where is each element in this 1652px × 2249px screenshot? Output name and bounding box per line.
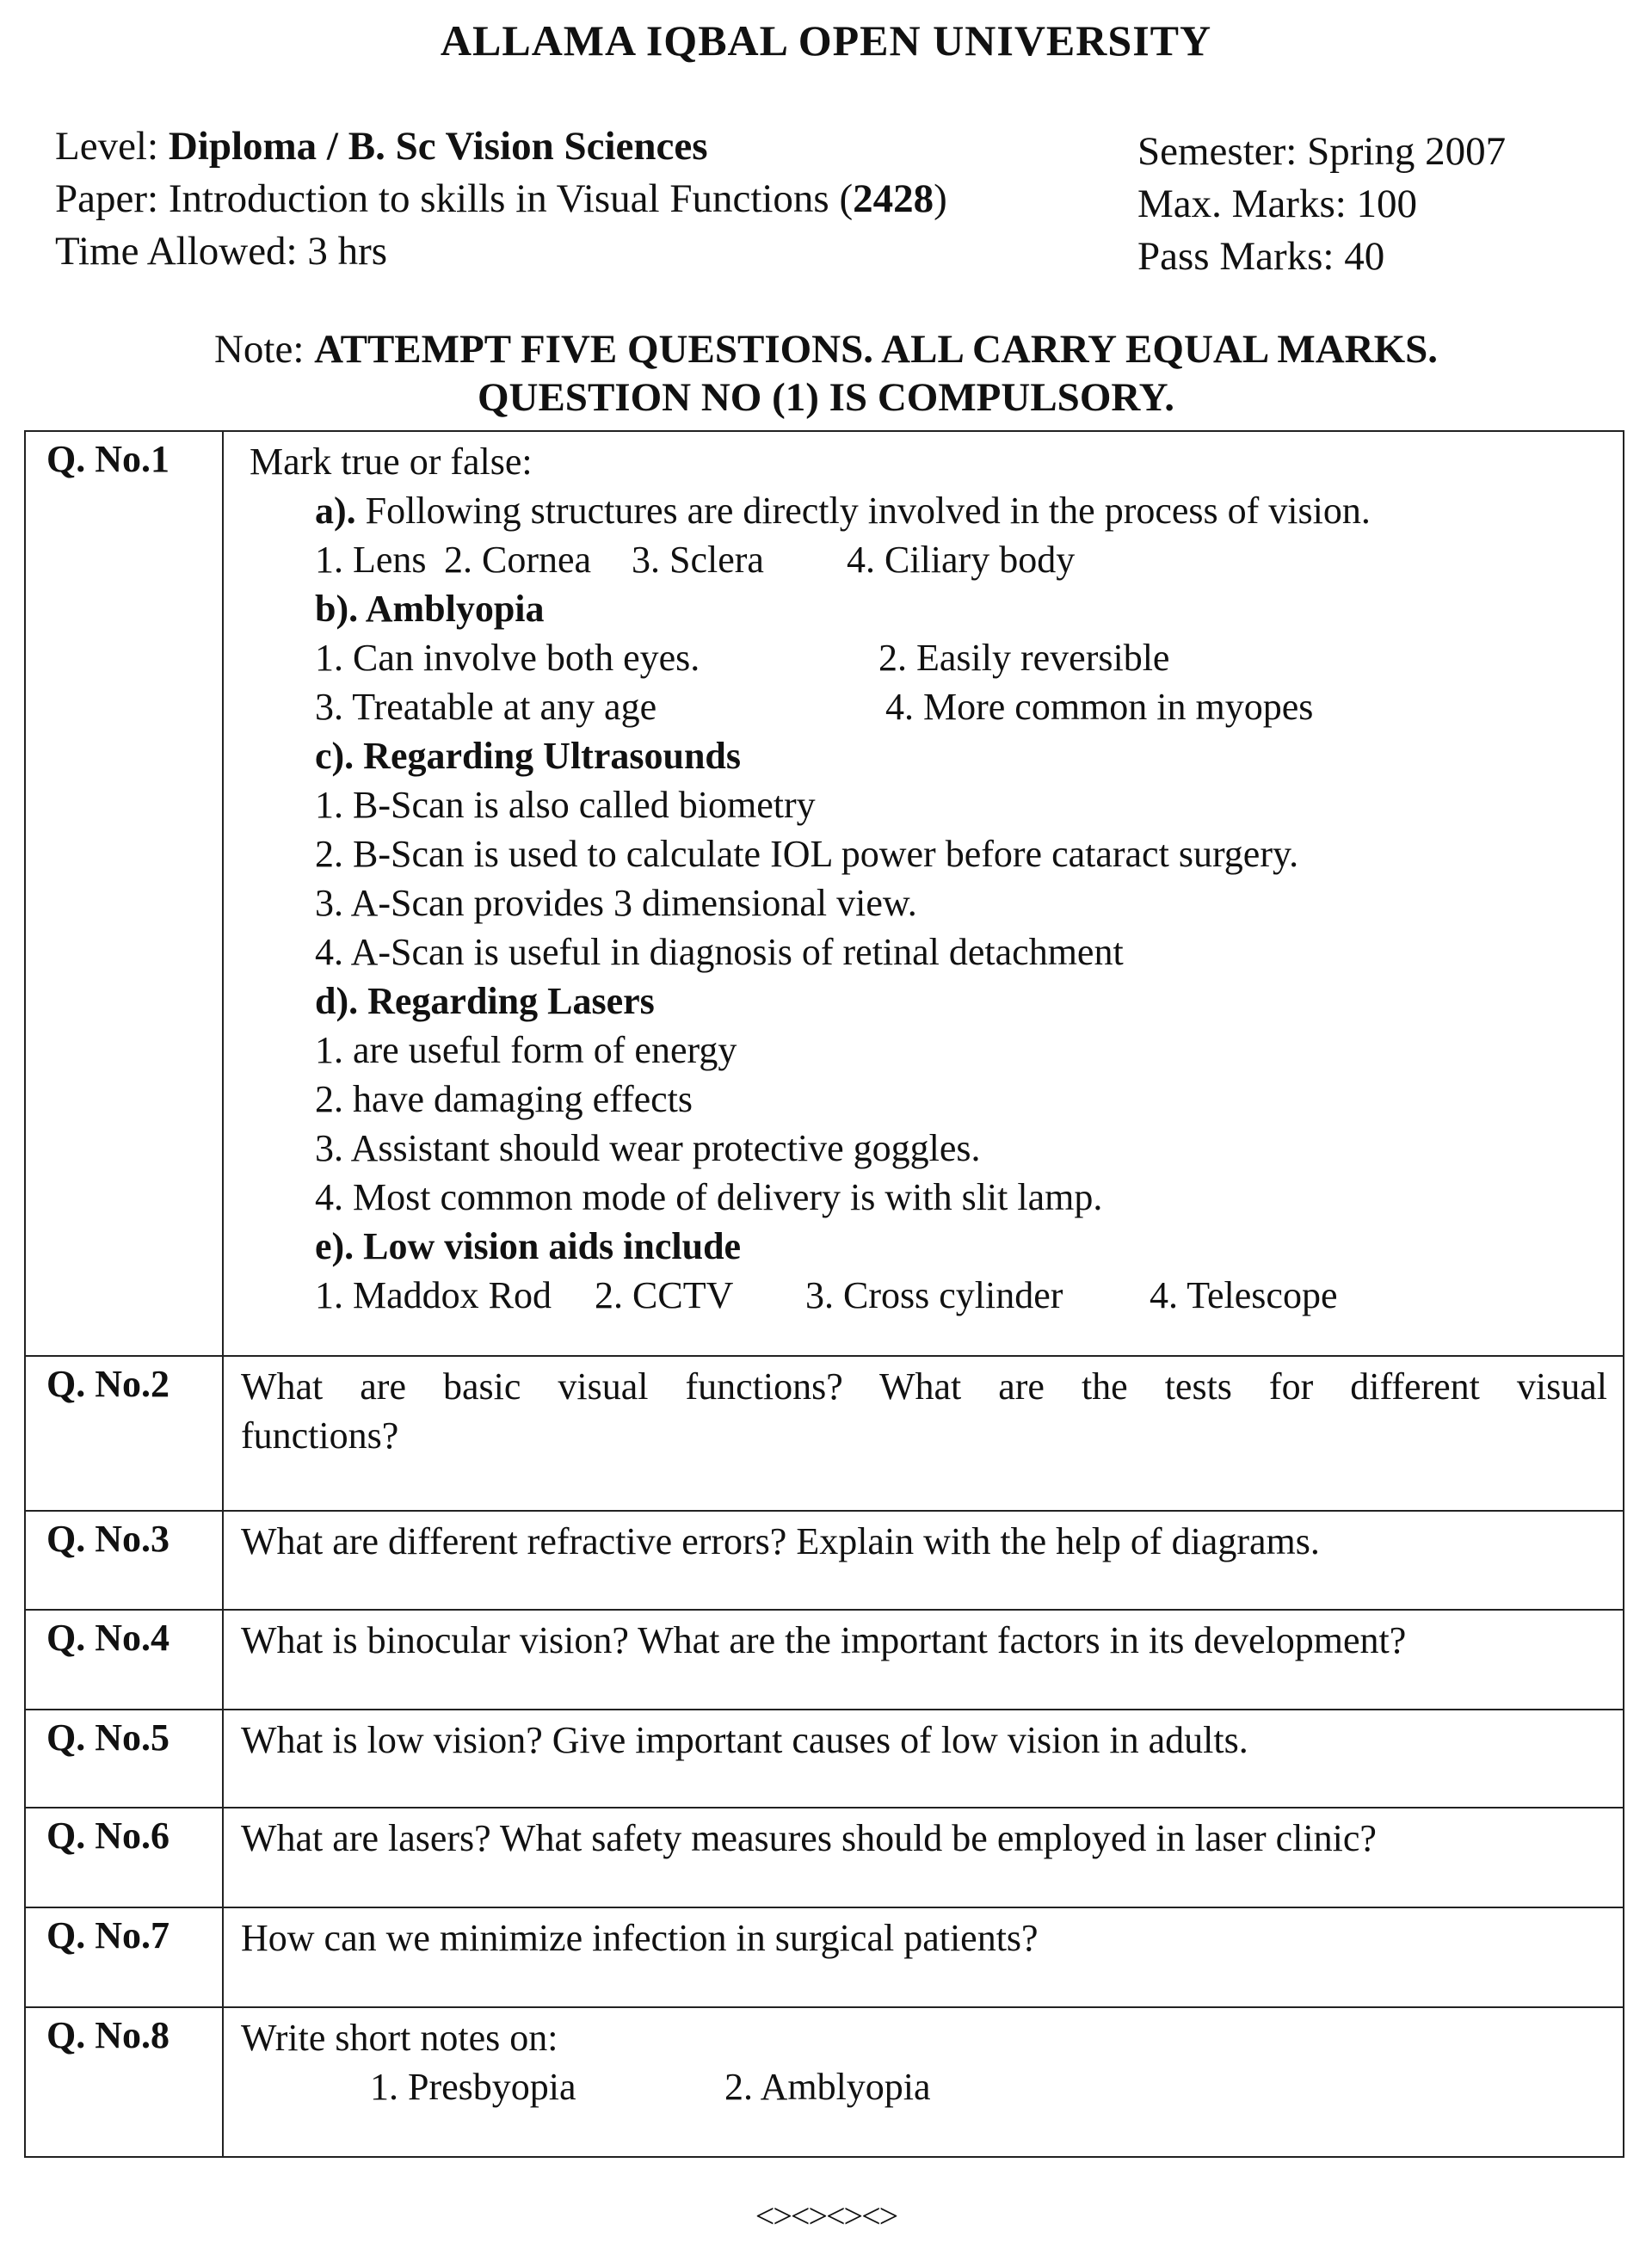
q7-text: How can we minimize infection in surgical patients?: [241, 1917, 1039, 1959]
paper-line: [55, 173, 947, 225]
instructions-note: [0, 325, 1652, 422]
note-label: Note:: [213, 327, 315, 372]
question-number: Q. No.1: [25, 431, 223, 1356]
question-number: Q. No.3: [25, 1511, 223, 1610]
question-row-7: [25, 1907, 1624, 2007]
q2-line-2: functions?: [241, 1414, 399, 1457]
question-row-3: [25, 1511, 1624, 1610]
option: 1. Can involve both eyes.: [315, 637, 700, 679]
question-content: [223, 1808, 1624, 1907]
q1-part-a: [250, 486, 1607, 535]
level-line: [55, 120, 947, 173]
q6-text: What are lasers? What safety measures should be employed in laser clinic?: [241, 1817, 1377, 1859]
question-number: Q. No.5: [25, 1710, 223, 1808]
question-number: Q. No.4: [25, 1610, 223, 1710]
question-content: [223, 1710, 1624, 1808]
option: 4. More common in myopes: [885, 686, 1314, 728]
q1-d-item: 2. have damaging effects: [315, 1078, 693, 1120]
exam-info: [1137, 126, 1506, 283]
question-row-5: [25, 1710, 1624, 1808]
q1-intro: Mark true or false:: [250, 441, 533, 483]
option: 2. Cornea: [444, 539, 592, 581]
question-number: Q. No.6: [25, 1808, 223, 1907]
q1-a-head: a).: [315, 490, 356, 532]
paper-info: [55, 120, 947, 278]
semester: Semester: Spring 2007: [1137, 129, 1507, 174]
question-number: Q. No.7: [25, 1907, 223, 2007]
level-label: Level:: [55, 124, 169, 169]
level-value: Diploma / B. Sc Vision Sciences: [168, 124, 708, 169]
question-content: [223, 431, 1624, 1356]
q2-line-1: What are basic visual functions? What are the tests for different visual: [241, 1365, 1607, 1408]
question-content: [223, 1356, 1624, 1511]
q1-b-head: b). Amblyopia: [315, 588, 545, 630]
option: 4. Telescope: [1150, 1274, 1338, 1316]
option: 3. Cross cylinder: [805, 1274, 1063, 1316]
question-row-2: [25, 1356, 1624, 1511]
q1-d-head: d). Regarding Lasers: [315, 980, 655, 1022]
question-row-8: [25, 2007, 1624, 2157]
q1-d-item: 1. are useful form of energy: [315, 1029, 737, 1071]
q1-c-item: 3. A-Scan provides 3 dimensional view.: [315, 882, 917, 924]
q1-e-head: e). Low vision aids include: [315, 1225, 742, 1267]
end-marker: <><><><>: [755, 2197, 897, 2235]
q1-e-options: [250, 1271, 1607, 1320]
paper-label: Paper: Introduction to skills in Visual Functions (: [55, 176, 854, 221]
q1-c-item: 2. B-Scan is used to calculate IOL power before cataract surgery.: [315, 833, 1299, 875]
q4-text: What is binocular vision? What are the important factors in its development?: [241, 1619, 1407, 1661]
option: 2. Easily reversible: [878, 637, 1170, 679]
question-number: Q. No.8: [25, 2007, 223, 2157]
option: 2. Amblyopia: [724, 2066, 931, 2108]
q1-a-options: [250, 535, 1607, 584]
q3-text: What are different refractive errors? Explain with the help of diagrams.: [241, 1520, 1320, 1562]
pass-marks: Pass Marks: 40: [1137, 234, 1385, 279]
note-text-2: QUESTION NO (1) IS COMPULSORY.: [477, 375, 1175, 420]
option: 1. Maddox Rod: [315, 1274, 552, 1316]
question-content: [223, 1511, 1624, 1610]
q1-b-options-row1: [250, 633, 1607, 682]
q1-c-head: c). Regarding Ultrasounds: [315, 735, 742, 777]
note-text-1: ATTEMPT FIVE QUESTIONS. ALL CARRY EQUAL MARKS.: [314, 327, 1439, 372]
question-row-4: [25, 1610, 1624, 1710]
option: 1. Lens: [315, 539, 427, 581]
q5-text: What is low vision? Give important causes of low vision in adults.: [241, 1719, 1248, 1761]
q8-options: [241, 2062, 1607, 2111]
q1-c-item: 4. A-Scan is useful in diagnosis of retinal detachment: [315, 931, 1124, 973]
q1-a-text: Following structures are directly involved in the process of vision.: [355, 490, 1371, 532]
max-marks: Max. Marks: 100: [1137, 182, 1418, 226]
q8-text: Write short notes on:: [241, 2017, 558, 2059]
questions-table: [24, 430, 1624, 2158]
question-number: Q. No.2: [25, 1356, 223, 1511]
question-content: [223, 1907, 1624, 2007]
time-allowed: Time Allowed: 3 hrs: [55, 229, 388, 274]
option: 1. Presbyopia: [370, 2066, 576, 2108]
option: 3. Sclera: [632, 539, 764, 581]
question-row-1: [25, 431, 1624, 1356]
note-line-1: [0, 325, 1652, 373]
q1-b-options-row2: [250, 682, 1607, 731]
option: 3. Treatable at any age: [315, 686, 657, 728]
question-row-6: [25, 1808, 1624, 1907]
paper-code: 2428: [853, 176, 934, 221]
question-content: [223, 2007, 1624, 2157]
option: 4. Ciliary body: [847, 539, 1076, 581]
paper-close: ): [934, 176, 947, 221]
q1-d-item: 3. Assistant should wear protective goggles.: [315, 1127, 981, 1169]
option: 2. CCTV: [595, 1274, 734, 1316]
q1-d-item: 4. Most common mode of delivery is with slit lamp.: [315, 1176, 1103, 1218]
question-content: [223, 1610, 1624, 1710]
university-title: ALLAMA IQBAL OPEN UNIVERSITY: [440, 16, 1212, 65]
q1-c-item: 1. B-Scan is also called biometry: [315, 784, 816, 826]
